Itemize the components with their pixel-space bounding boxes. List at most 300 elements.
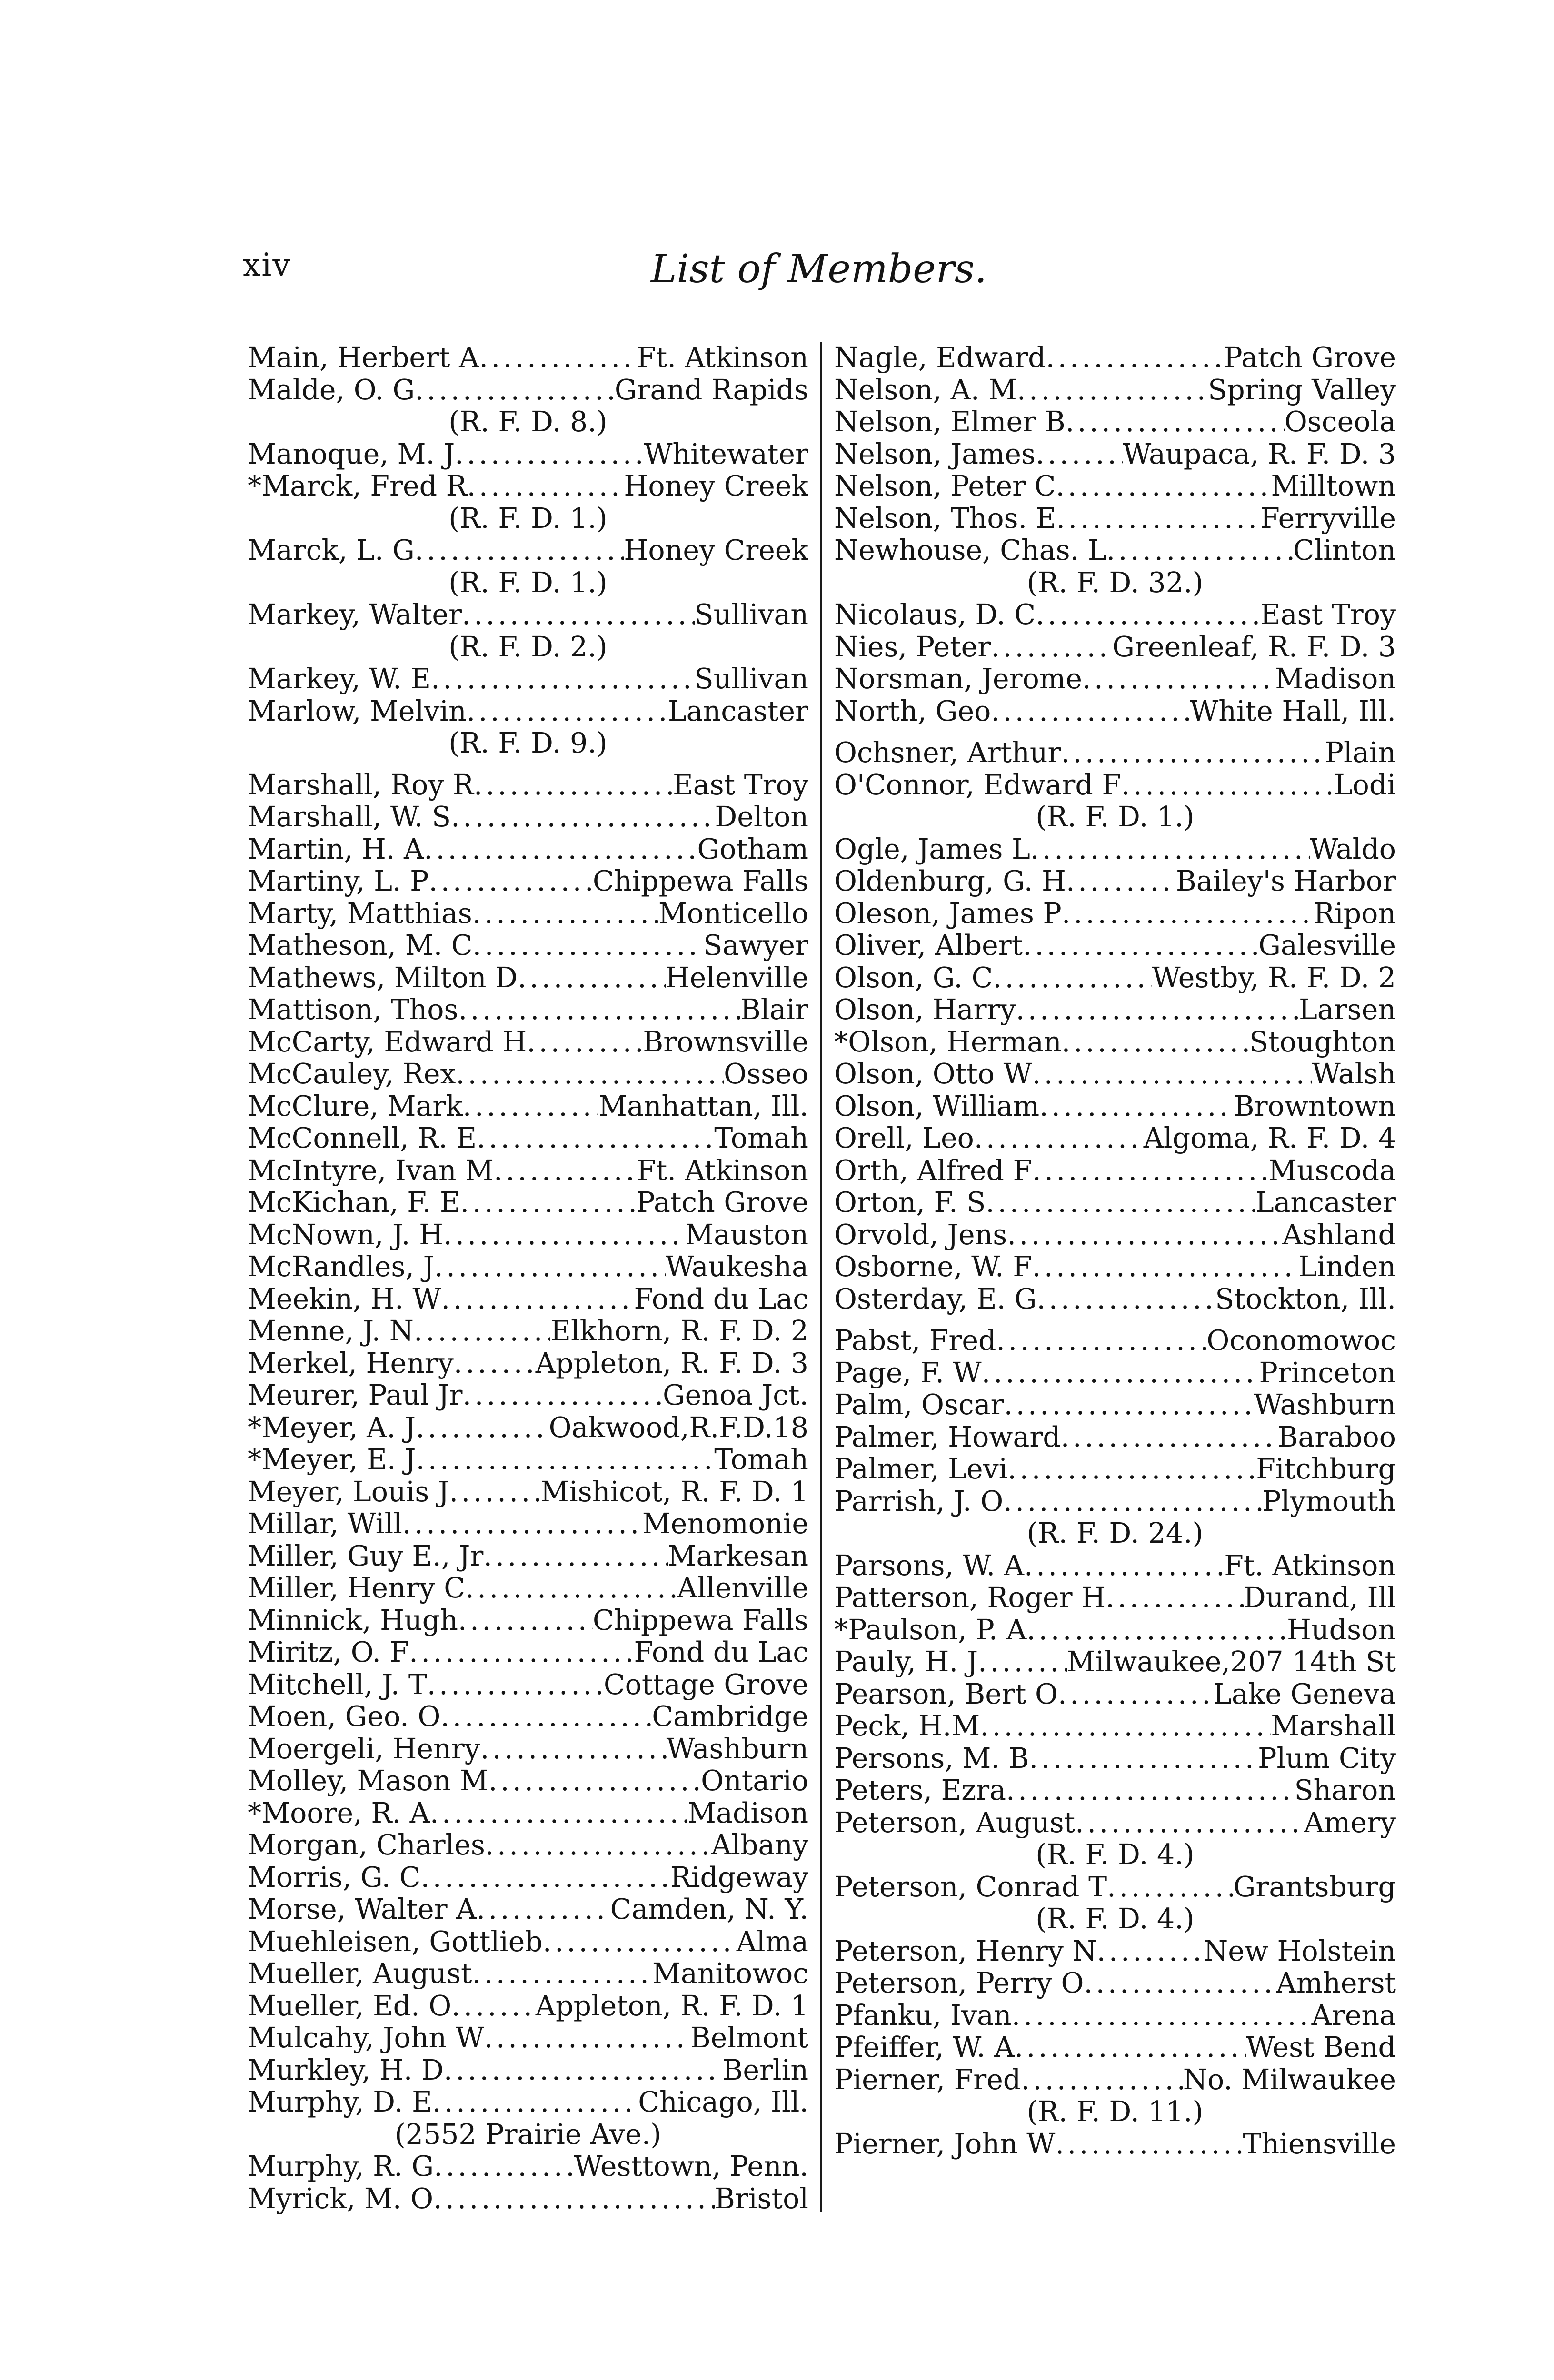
dot-leader — [996, 1325, 1206, 1357]
member-address-note: (R. F. D. 4.) — [1036, 1839, 1195, 1871]
member-place: Sawyer — [703, 930, 808, 962]
member-place: East Troy — [1260, 599, 1396, 631]
dot-leader — [488, 1765, 701, 1797]
member-place: Milltown — [1271, 470, 1396, 502]
member-place: Ferryville — [1260, 502, 1396, 535]
member-name: North, Geo — [834, 695, 991, 727]
member-entry — [248, 1669, 808, 1701]
member-address-note: (R. F. D. 1.) — [448, 502, 608, 535]
dot-leader — [982, 1357, 1259, 1389]
member-name: Oleson, James P — [834, 897, 1062, 930]
member-name: Mattison, Thos — [248, 994, 458, 1026]
member-place: Menomonie — [642, 1508, 808, 1540]
member-place: Plymouth — [1262, 1485, 1396, 1517]
member-place: Milwaukee,207 14th St — [1066, 1646, 1396, 1678]
member-place: Amherst — [1276, 1967, 1396, 1999]
member-entry — [834, 865, 1396, 898]
member-place: Plum City — [1258, 1742, 1396, 1775]
dot-leader — [467, 470, 624, 503]
member-name: Olson, Harry — [834, 994, 1016, 1026]
member-name: Malde, O. G — [248, 374, 415, 406]
dot-leader — [430, 1797, 687, 1830]
member-entry — [834, 769, 1396, 802]
member-entry — [834, 962, 1396, 994]
member-entry — [248, 898, 808, 930]
dot-leader — [1015, 2032, 1246, 2064]
member-place: Spring Valley — [1208, 374, 1396, 406]
member-entry — [248, 1990, 808, 2023]
member-address-note: (R. F. D. 11.) — [1026, 2096, 1204, 2128]
dot-leader — [456, 1058, 724, 1091]
member-name: Pfanku, Ivan — [834, 1999, 1012, 2032]
member-column-right — [834, 342, 1396, 2160]
member-name: McClure, Mark — [248, 1090, 463, 1122]
dot-leader — [429, 865, 593, 898]
member-name: Parsons, W. A — [834, 1549, 1025, 1582]
member-place: Fitchburg — [1256, 1453, 1396, 1485]
dot-leader — [460, 1187, 637, 1219]
member-entry — [248, 769, 808, 802]
dot-leader — [1007, 1219, 1282, 1251]
member-place: Camden, N. Y. — [610, 1894, 808, 1925]
member-name: Manoque, M. J — [248, 438, 455, 470]
member-name: Orell, Leo — [834, 1122, 974, 1154]
member-name: Pauly, H. J — [834, 1646, 978, 1678]
member-place: Greenleaf, R. F. D. 3 — [1112, 631, 1396, 663]
dot-leader — [993, 962, 1152, 994]
member-place: Albany — [711, 1829, 808, 1861]
member-name: *Paulson, P. A — [834, 1614, 1027, 1646]
dot-leader — [441, 1283, 634, 1316]
member-name: Peterson, August — [834, 1806, 1076, 1839]
member-entry — [248, 1765, 808, 1797]
member-place: Genoa Jct. — [662, 1379, 808, 1411]
member-place: Berlin — [722, 2054, 808, 2086]
dot-leader — [1046, 342, 1224, 374]
dot-leader — [409, 1636, 634, 1669]
member-entry — [834, 2128, 1396, 2161]
member-entry — [834, 535, 1396, 567]
member-place: Oconomowoc — [1206, 1325, 1396, 1357]
member-place: New Holstein — [1204, 1935, 1396, 1967]
dot-leader — [1061, 1421, 1278, 1454]
member-name: *Marck, Fred R — [248, 470, 467, 502]
member-entry — [248, 1122, 808, 1155]
dot-leader — [1056, 503, 1260, 535]
member-entry — [248, 1476, 808, 1508]
member-entry — [248, 1187, 808, 1219]
member-place: Gotham — [697, 833, 808, 865]
member-name: Ogle, James L — [834, 833, 1030, 865]
dot-leader — [1021, 2064, 1183, 2096]
member-entry — [834, 930, 1396, 962]
member-place: Mishicot, R. F. D. 1 — [540, 1476, 808, 1508]
member-address-note: (R. F. D. 9.) — [448, 727, 608, 759]
member-place: Grantsburg — [1233, 1871, 1396, 1903]
member-name: Nelson, Thos. E — [834, 502, 1056, 535]
member-place: Tomah — [714, 1122, 808, 1154]
member-name: O'Connor, Edward F — [834, 769, 1122, 801]
page-header — [243, 247, 1395, 294]
dot-leader — [449, 1476, 540, 1508]
member-entry — [834, 1283, 1396, 1316]
dot-leader — [1106, 1582, 1244, 1614]
dot-leader — [474, 769, 673, 802]
dot-leader — [463, 1091, 598, 1123]
dot-leader — [421, 1862, 670, 1894]
dot-leader — [980, 1710, 1271, 1743]
dot-leader — [1121, 769, 1334, 802]
dot-leader — [1062, 898, 1314, 930]
dot-leader — [1097, 1935, 1204, 1968]
dot-leader — [1016, 994, 1299, 1026]
member-entry — [248, 2054, 808, 2087]
dot-leader — [416, 1412, 549, 1444]
member-entry — [834, 1325, 1396, 1357]
member-entry — [834, 1935, 1396, 1968]
member-entry — [834, 438, 1396, 471]
member-entry — [248, 1508, 808, 1540]
member-name: Marlow, Melvin — [248, 695, 467, 727]
member-entry — [248, 2086, 808, 2119]
member-entry — [834, 833, 1396, 866]
member-name: Palmer, Levi — [834, 1453, 1008, 1485]
member-address-note: (R. F. D. 32.) — [1026, 566, 1204, 599]
member-place: Alma — [736, 1925, 808, 1958]
member-entry — [834, 737, 1396, 769]
member-place: Chippewa Falls — [592, 865, 808, 897]
member-name: Mueller, Ed. O — [248, 1990, 452, 2022]
member-place: Hudson — [1286, 1614, 1396, 1646]
dot-leader — [463, 1379, 663, 1412]
member-entry — [248, 695, 808, 728]
member-entry — [248, 1412, 808, 1444]
dot-leader — [1058, 1678, 1213, 1711]
dot-leader — [472, 1958, 653, 1990]
dot-leader — [402, 1508, 642, 1540]
member-name: Morris, G. C — [248, 1861, 421, 1894]
member-name: Persons, M. B — [834, 1742, 1029, 1775]
member-name: Patterson, Roger H — [834, 1582, 1106, 1614]
member-entry — [834, 1775, 1396, 1807]
member-place: Muscoda — [1268, 1154, 1396, 1187]
dot-leader — [455, 438, 644, 471]
member-entry — [248, 1219, 808, 1251]
member-entry — [248, 801, 808, 833]
member-name: Peterson, Conrad T — [834, 1871, 1107, 1903]
member-name: Peterson, Henry N — [834, 1935, 1097, 1967]
member-name: Merkel, Henry — [248, 1347, 454, 1379]
member-name: Newhouse, Chas. L — [834, 535, 1106, 566]
member-place: Tomah — [714, 1444, 808, 1476]
member-entry — [834, 1646, 1396, 1678]
member-name: Palmer, Howard — [834, 1421, 1061, 1453]
dot-leader — [1055, 2128, 1243, 2161]
member-name: Millar, Will — [248, 1508, 402, 1540]
member-name: Miller, Henry C — [248, 1572, 466, 1604]
member-entry — [248, 438, 808, 471]
member-entry — [834, 1251, 1396, 1283]
member-place: Brownsville — [643, 1026, 808, 1058]
member-place: Blair — [740, 994, 808, 1026]
dot-leader — [472, 898, 658, 930]
member-entry — [248, 1155, 808, 1187]
member-name: Morse, Walter A — [248, 1894, 477, 1925]
dot-leader — [434, 2151, 574, 2183]
member-name: Pabst, Fred — [834, 1325, 996, 1357]
dot-leader — [467, 695, 668, 728]
member-name: Murphy, D. E — [248, 2086, 432, 2118]
member-entry — [248, 1797, 808, 1830]
member-entry — [834, 1357, 1396, 1389]
member-name: Mulcahy, John W — [248, 2022, 484, 2054]
member-name: Myrick, M. O — [248, 2182, 434, 2215]
member-place: Washburn — [1254, 1389, 1396, 1421]
dot-leader — [1024, 1550, 1224, 1582]
member-place: Manitowoc — [652, 1958, 808, 1990]
dot-leader — [1032, 1058, 1312, 1091]
member-entry — [834, 2000, 1396, 2032]
member-place: Ridgeway — [670, 1861, 808, 1894]
dot-leader — [415, 374, 615, 407]
member-name: Martin, H. A — [248, 833, 424, 865]
member-place: West Bend — [1246, 2032, 1396, 2063]
dot-leader — [986, 1187, 1255, 1219]
member-place: Lancaster — [667, 695, 808, 727]
page-number: xiv — [243, 247, 291, 283]
dot-leader — [476, 1894, 610, 1926]
member-name: Pfeiffer, W. A — [834, 2032, 1015, 2063]
member-entry — [834, 1550, 1396, 1582]
member-place: Stockton, Ill. — [1215, 1283, 1396, 1315]
member-entry — [248, 833, 808, 866]
member-place: Sullivan — [694, 663, 808, 695]
member-entry — [248, 1283, 808, 1316]
member-entry — [834, 898, 1396, 930]
member-entry — [834, 1122, 1396, 1155]
dot-leader — [1084, 1967, 1276, 2000]
member-place: Waukesha — [665, 1251, 808, 1283]
dot-leader — [443, 1219, 685, 1251]
member-name: Morgan, Charles — [248, 1829, 485, 1861]
member-name: Osborne, W. F — [834, 1251, 1032, 1283]
dot-leader — [1056, 470, 1271, 503]
member-name: Osterday, E. G — [834, 1283, 1037, 1315]
member-name: Moergeli, Henry — [248, 1733, 480, 1765]
member-name: Palm, Oscar — [834, 1389, 1004, 1421]
dot-leader — [451, 801, 715, 833]
member-entry — [834, 1389, 1396, 1421]
member-name: Mueller, August — [248, 1958, 472, 1990]
member-name: Pierner, John W — [834, 2128, 1056, 2160]
member-entry — [248, 2151, 808, 2183]
member-entry — [248, 930, 808, 962]
dot-leader — [485, 1829, 711, 1862]
member-entry — [248, 374, 808, 407]
member-place: Waupaca, R. F. D. 3 — [1123, 438, 1396, 470]
member-place: Grand Rapids — [614, 374, 808, 406]
member-name: Peters, Ezra — [834, 1775, 1006, 1806]
member-name: Nies, Peter — [834, 631, 991, 663]
member-name: Oldenburg, G. H — [834, 865, 1066, 897]
member-entry — [248, 1058, 808, 1091]
dot-leader — [1030, 833, 1310, 866]
dot-leader — [1003, 1486, 1262, 1518]
member-entry — [248, 2022, 808, 2054]
member-place: Appleton, R. F. D. 1 — [535, 1990, 808, 2022]
member-name: Olson, Otto W — [834, 1058, 1032, 1090]
member-place: Whitewater — [644, 438, 808, 470]
dot-leader — [479, 342, 637, 374]
member-place: Westby, R. F. D. 2 — [1152, 962, 1396, 994]
member-name: *Meyer, E. J — [248, 1444, 416, 1476]
dot-leader — [458, 994, 740, 1026]
member-name: Mathews, Milton D — [248, 962, 518, 994]
dot-leader — [1032, 1251, 1298, 1283]
member-entry — [834, 342, 1396, 374]
member-address-note: (R. F. D. 1.) — [448, 566, 608, 599]
member-name: Ochsner, Arthur — [834, 737, 1061, 769]
member-place: Lancaster — [1255, 1187, 1396, 1219]
dot-leader — [427, 1669, 604, 1701]
member-place: Appleton, R. F. D. 3 — [535, 1347, 808, 1379]
dot-leader — [444, 2054, 722, 2087]
dot-leader — [518, 962, 665, 994]
member-place: Waldo — [1309, 833, 1396, 865]
dot-leader — [978, 1646, 1067, 1678]
dot-leader — [991, 631, 1112, 664]
dot-leader — [458, 1605, 593, 1637]
member-entry — [248, 535, 808, 567]
member-name: Meyer, Louis J — [248, 1476, 449, 1508]
member-place: Lake Geneva — [1213, 1678, 1396, 1710]
member-place: Galesville — [1258, 930, 1396, 962]
member-entry — [834, 1678, 1396, 1711]
dot-leader — [1106, 535, 1293, 567]
member-entry — [834, 1058, 1396, 1091]
member-place: Patch Grove — [636, 1187, 808, 1219]
member-name: McIntyre, Ivan M — [248, 1154, 494, 1187]
member-place: Plain — [1325, 737, 1396, 769]
member-place: Bailey's Harbor — [1175, 865, 1396, 897]
member-place: No. Milwaukee — [1183, 2063, 1396, 2096]
member-entry — [834, 1026, 1396, 1059]
member-entry — [834, 695, 1396, 728]
member-place: Osseo — [724, 1058, 808, 1090]
member-place: Chippewa Falls — [592, 1604, 808, 1636]
member-name: Miritz, O. F — [248, 1636, 409, 1668]
member-name: Peterson, Perry O — [834, 1967, 1084, 1999]
dot-leader — [1029, 1743, 1258, 1775]
dot-leader — [480, 1733, 667, 1765]
dot-leader — [440, 1701, 652, 1733]
member-name: Marshall, Roy R — [248, 769, 474, 801]
dot-leader — [1012, 2000, 1312, 2032]
member-entry — [248, 1444, 808, 1476]
member-entry — [834, 1219, 1396, 1251]
member-entry — [248, 1701, 808, 1733]
member-entry — [248, 1733, 808, 1765]
member-entry — [834, 374, 1396, 407]
member-entry — [834, 663, 1396, 695]
member-name: Markey, W. E — [248, 663, 431, 695]
dot-leader — [1032, 1155, 1268, 1187]
member-entry — [248, 1829, 808, 1862]
member-place: Walsh — [1312, 1058, 1396, 1090]
member-entry — [834, 1486, 1396, 1518]
member-entry — [248, 1605, 808, 1637]
member-name: Moen, Geo. O — [248, 1701, 441, 1733]
member-place: Monticello — [658, 897, 808, 930]
member-address-note: (R. F. D. 8.) — [448, 406, 608, 438]
member-entry — [248, 2183, 808, 2215]
member-place: Bristol — [714, 2182, 808, 2215]
dot-leader — [414, 1315, 550, 1348]
member-place: Ft. Atkinson — [1224, 1549, 1396, 1582]
member-name: *Olson, Herman — [834, 1026, 1062, 1058]
member-place: Thiensville — [1243, 2128, 1396, 2160]
member-entry — [834, 2064, 1396, 2096]
member-entry — [834, 1091, 1396, 1123]
member-entry — [834, 406, 1396, 438]
dot-leader — [451, 1990, 536, 2023]
member-place: Honey Creek — [624, 470, 808, 502]
member-place: Washburn — [666, 1733, 808, 1765]
member-name: Pearson, Bert O — [834, 1678, 1058, 1710]
member-entry — [834, 994, 1396, 1026]
member-name: Murphy, R. G — [248, 2151, 434, 2182]
member-name: Mitchell, J. T — [248, 1668, 427, 1701]
member-name: Meekin, H. W — [248, 1283, 441, 1315]
member-entry — [834, 2032, 1396, 2064]
member-name: Matheson, M. C — [248, 930, 473, 962]
member-name: Miller, Guy E., Jr — [248, 1540, 484, 1572]
dot-leader — [431, 663, 694, 695]
member-place: White Hall, Ill. — [1190, 695, 1396, 727]
dot-leader — [1036, 438, 1123, 471]
member-entry — [248, 994, 808, 1026]
member-place: Arena — [1311, 1999, 1396, 2032]
dot-leader — [1007, 1453, 1256, 1486]
member-place: Mauston — [685, 1219, 808, 1251]
dot-leader — [484, 2022, 690, 2054]
dot-leader — [473, 930, 704, 962]
member-entry — [248, 599, 808, 631]
dot-leader — [1036, 599, 1260, 631]
member-place: Ft. Atkinson — [637, 342, 808, 374]
dot-leader — [1082, 663, 1275, 695]
member-entry — [248, 1026, 808, 1059]
member-entry — [248, 1572, 808, 1605]
member-name: Peck, H.M — [834, 1710, 980, 1742]
member-name: Molley, Mason M — [248, 1765, 488, 1797]
member-place: Algoma, R. F. D. 4 — [1143, 1122, 1396, 1154]
member-name: Marty, Matthias — [248, 897, 472, 930]
dot-leader — [974, 1122, 1144, 1155]
dot-leader — [1062, 1026, 1249, 1059]
member-address-note: (R. F. D. 1.) — [1036, 801, 1195, 833]
dot-leader — [1006, 1775, 1294, 1807]
member-entry — [248, 663, 808, 695]
member-entry — [834, 1743, 1396, 1775]
member-entry — [834, 1710, 1396, 1743]
member-entry — [834, 599, 1396, 631]
dot-leader — [1017, 374, 1208, 407]
member-place: Ashland — [1282, 1219, 1396, 1251]
member-name: Meurer, Paul Jr — [248, 1379, 463, 1411]
member-place: Browntown — [1234, 1090, 1396, 1122]
member-place: Madison — [687, 1797, 808, 1829]
